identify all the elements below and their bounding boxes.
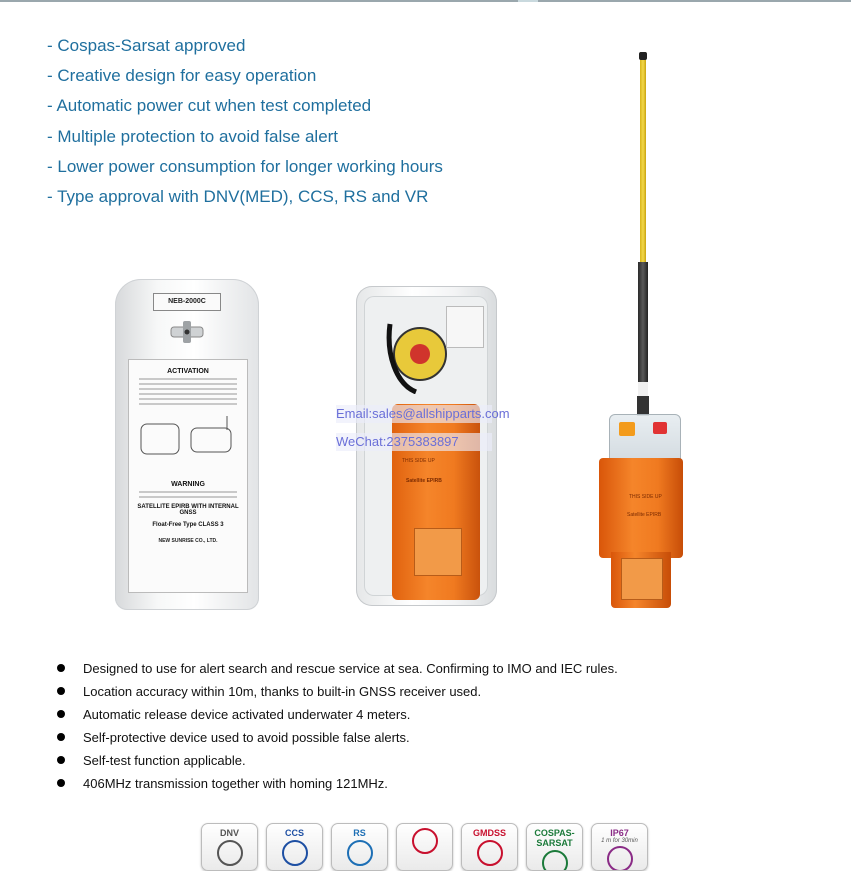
cert-label: COSPAS-SARSAT — [534, 828, 575, 848]
epirb-side-text: THIS SIDE UP — [629, 494, 662, 500]
activation-title: ACTIVATION — [167, 368, 209, 375]
watermark-wechat: WeChat:2375383897 — [336, 433, 492, 451]
bracket-maker: NEW SUNRISE CO., LTD. — [158, 538, 218, 544]
feature-item: - Automatic power cut when test completed — [47, 96, 372, 116]
hydrostatic-release-box — [446, 306, 484, 348]
spec-bullet-item: Designed to use for alert search and rescue service at sea. Confirming to IMO and IEC rules. — [57, 657, 618, 680]
epirb-product-text: Satellite EPIRB — [627, 512, 662, 518]
cert-sub: 1 m for 30min — [601, 838, 638, 844]
warning-title: WARNING — [171, 481, 205, 488]
cert-label: GMDSS — [472, 828, 506, 838]
epirb-foot — [611, 552, 671, 608]
epirb-image — [597, 52, 685, 608]
dnv-logo-icon — [201, 823, 258, 871]
vr-logo-icon — [396, 823, 453, 871]
antenna-neck — [637, 396, 649, 416]
feature-item: - Creative design for easy operation — [47, 66, 317, 86]
latch-icon — [169, 319, 205, 345]
epirb-nameplate — [621, 558, 663, 600]
bracket-type-sub: Float-Free Type CLASS 3 — [152, 522, 224, 528]
spec-bullet-item: Location accuracy within 10m, thanks to built-in GNSS receiver used. — [57, 680, 618, 703]
cert-emblem — [347, 840, 373, 866]
test-button-icon — [619, 422, 635, 436]
cert-label: RS — [353, 828, 366, 838]
spec-bullet-list — [57, 657, 618, 795]
feature-list — [47, 31, 443, 212]
watermark-email: Email:sales@allshipparts.com — [336, 406, 510, 421]
spec-bullet-item: Automatic release device activated underwater 4 meters. — [57, 703, 618, 726]
rs-logo-icon — [331, 823, 388, 871]
instruction-drawing-icon — [137, 414, 239, 462]
cert-label: DNV — [219, 828, 239, 838]
bracket-instruction-label — [128, 359, 248, 593]
cert-label: CCS — [284, 828, 304, 838]
ip67-logo-icon — [591, 823, 648, 871]
top-border-accent — [518, 0, 538, 2]
feature-item: - Type approval with DNV(MED), CCS, RS and VR — [47, 187, 429, 207]
bracket-image — [115, 279, 259, 610]
activate-button-icon — [653, 422, 667, 434]
cert-emblem — [607, 846, 633, 871]
cert-emblem — [477, 840, 503, 866]
spec-bullet-item: Self-test function applicable. — [57, 749, 618, 772]
bracket-type-line: SATELLITE EPIRB WITH INTERNAL GNSS — [137, 504, 239, 516]
cert-emblem — [282, 840, 308, 866]
beacon-nameplate — [414, 528, 462, 576]
feature-item: - Lower power consumption for longer working hours — [47, 156, 443, 176]
cert-emblem — [412, 828, 438, 854]
cospas-sarsat-logo-icon — [526, 823, 583, 871]
top-border — [0, 0, 851, 2]
epirb-body — [599, 458, 683, 558]
bracket-model-label: NEB-2000C — [153, 293, 221, 311]
spec-bullet-item: Self-protective device used to avoid possible false alerts. — [57, 726, 618, 749]
beacon-side-text: THIS SIDE UP — [402, 458, 435, 464]
cert-emblem — [217, 840, 243, 866]
spec-bullet-item: 406MHz transmission together with homing 121MHz. — [57, 772, 618, 795]
beacon-product-text: Satellite EPIRB — [406, 478, 442, 484]
gmdss-logo-icon — [461, 823, 518, 871]
antenna-band — [638, 382, 648, 396]
ccs-logo-icon — [266, 823, 323, 871]
cert-label: IP67 — [610, 828, 629, 838]
antenna-base — [638, 262, 648, 382]
antenna-tip — [639, 52, 647, 60]
feature-item: - Multiple protection to avoid false alert — [47, 126, 339, 146]
feature-item: - Cospas-Sarsat approved — [47, 36, 246, 55]
